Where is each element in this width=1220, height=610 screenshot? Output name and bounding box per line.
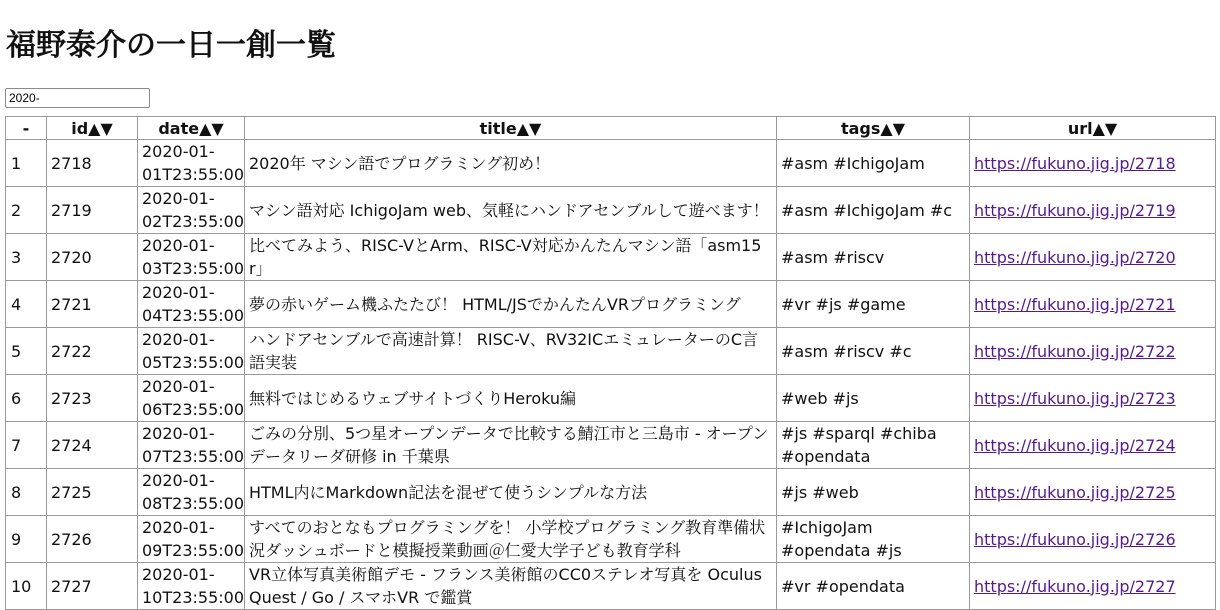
row-url-cell: [970, 281, 1216, 328]
row-index: 6: [6, 375, 47, 422]
row-tags: #js #sparql #chiba #opendata: [777, 422, 970, 469]
row-tags: #vr #js #game: [777, 281, 970, 328]
table-row: [6, 187, 1216, 234]
row-url-link[interactable]: https://fukuno.jig.jp/2723: [974, 388, 1176, 408]
row-url-cell: [970, 328, 1216, 375]
table-body: [6, 140, 1216, 610]
row-url-link[interactable]: https://fukuno.jig.jp/2719: [974, 200, 1176, 220]
row-date: 2020-01-08T23:55:00: [138, 469, 245, 516]
row-url-link[interactable]: https://fukuno.jig.jp/2720: [974, 247, 1176, 267]
table-row: [6, 469, 1216, 516]
header-tags-sort[interactable]: tags▲▼: [777, 117, 970, 140]
row-url-cell: [970, 469, 1216, 516]
row-title: 比べてみよう、RISC-VとArm、RISC-V対応かんたんマシン語「asm15r」: [245, 234, 777, 281]
row-index: 4: [6, 281, 47, 328]
table-row: [6, 140, 1216, 187]
row-index: 2: [6, 187, 47, 234]
table-row: [6, 328, 1216, 375]
row-title: すべてのおとなもプログラミングを！ 小学校プログラミング教育準備状況ダッシュボードと模擬授業動画＠仁愛大学子ども教育学科: [245, 516, 777, 563]
row-date: 2020-01-03T23:55:00: [138, 234, 245, 281]
row-title: マシン語対応 IchigoJam web、気軽にハンドアセンブルして遊べます！: [245, 187, 777, 234]
row-url-link[interactable]: https://fukuno.jig.jp/2722: [974, 341, 1176, 361]
row-tags: #asm #IchigoJam: [777, 140, 970, 187]
row-index: 8: [6, 469, 47, 516]
row-date: 2020-01-10T23:55:00: [138, 563, 245, 610]
row-id: 2720: [47, 234, 138, 281]
table-row: [6, 422, 1216, 469]
row-url-link[interactable]: https://fukuno.jig.jp/2721: [974, 294, 1176, 314]
header-title-sort[interactable]: title▲▼: [245, 117, 777, 140]
row-date: 2020-01-01T23:55:00: [138, 140, 245, 187]
page-title: 福野泰介の一日一創一覧: [6, 28, 336, 63]
filter-input[interactable]: [5, 88, 150, 108]
row-tags: #web #js: [777, 375, 970, 422]
row-title: ハンドアセンブルで高速計算！ RISC-V、RV32ICエミュレーターのC言語実装: [245, 328, 777, 375]
row-title: HTML内にMarkdown記法を混ぜて使うシンプルな方法: [245, 469, 777, 516]
row-index: 3: [6, 234, 47, 281]
row-id: 2719: [47, 187, 138, 234]
header-index: -: [6, 117, 47, 140]
row-id: 2725: [47, 469, 138, 516]
header-url-sort[interactable]: url▲▼: [970, 117, 1216, 140]
row-date: 2020-01-07T23:55:00: [138, 422, 245, 469]
row-url-cell: [970, 187, 1216, 234]
row-title: VR立体写真美術館デモ - フランス美術館のCC0ステレオ写真を Oculus Quest / Go / スマホVR で鑑賞: [245, 563, 777, 610]
table-row: [6, 234, 1216, 281]
row-title: 夢の赤いゲーム機ふたたび！ HTML/JSでかんたんVRプログラミング: [245, 281, 777, 328]
table-row: [6, 281, 1216, 328]
row-index: 5: [6, 328, 47, 375]
row-url-link[interactable]: https://fukuno.jig.jp/2727: [974, 576, 1176, 596]
row-index: 10: [6, 563, 47, 610]
row-date: 2020-01-09T23:55:00: [138, 516, 245, 563]
row-date: 2020-01-05T23:55:00: [138, 328, 245, 375]
row-id: 2721: [47, 281, 138, 328]
table-row: [6, 375, 1216, 422]
table-row: [6, 563, 1216, 610]
row-title: 無料ではじめるウェブサイトづくりHeroku編: [245, 375, 777, 422]
table-row: [6, 516, 1216, 563]
row-tags: #js #web: [777, 469, 970, 516]
row-id: 2726: [47, 516, 138, 563]
row-tags: #asm #riscv: [777, 234, 970, 281]
row-url-link[interactable]: https://fukuno.jig.jp/2724: [974, 435, 1176, 455]
row-id: 2727: [47, 563, 138, 610]
row-tags: #asm #IchigoJam #c: [777, 187, 970, 234]
row-url-cell: [970, 234, 1216, 281]
row-url-link[interactable]: https://fukuno.jig.jp/2725: [974, 482, 1176, 502]
row-url-link[interactable]: https://fukuno.jig.jp/2726: [974, 529, 1176, 549]
row-id: 2722: [47, 328, 138, 375]
row-date: 2020-01-06T23:55:00: [138, 375, 245, 422]
row-url-cell: [970, 422, 1216, 469]
row-index: 9: [6, 516, 47, 563]
row-title: ごみの分別、5つ星オープンデータで比較する鯖江市と三島市 - オープンデータリーダ研修 in 千葉県: [245, 422, 777, 469]
row-id: 2718: [47, 140, 138, 187]
row-url-cell: [970, 516, 1216, 563]
header-date-sort[interactable]: date▲▼: [138, 117, 245, 140]
row-tags: #asm #riscv #c: [777, 328, 970, 375]
row-index: 1: [6, 140, 47, 187]
row-url-link[interactable]: https://fukuno.jig.jp/2718: [974, 153, 1176, 173]
table-header-row: [6, 117, 1216, 140]
posts-table: [5, 116, 1216, 610]
row-title: 2020年 マシン語でプログラミング初め！: [245, 140, 777, 187]
row-id: 2724: [47, 422, 138, 469]
row-date: 2020-01-02T23:55:00: [138, 187, 245, 234]
row-url-cell: [970, 375, 1216, 422]
row-tags: #IchigoJam #opendata #js: [777, 516, 970, 563]
header-id-sort[interactable]: id▲▼: [47, 117, 138, 140]
row-date: 2020-01-04T23:55:00: [138, 281, 245, 328]
row-tags: #vr #opendata: [777, 563, 970, 610]
row-id: 2723: [47, 375, 138, 422]
row-index: 7: [6, 422, 47, 469]
row-url-cell: [970, 140, 1216, 187]
row-url-cell: [970, 563, 1216, 610]
